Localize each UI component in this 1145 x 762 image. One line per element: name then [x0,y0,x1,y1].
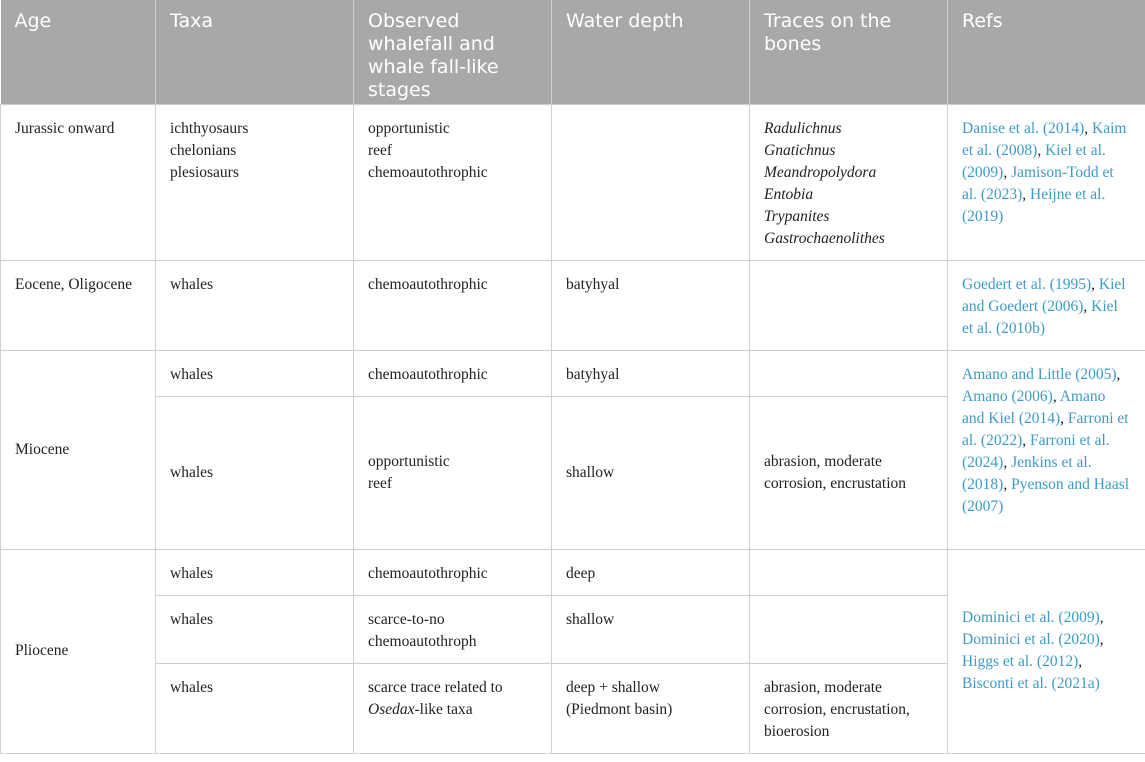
traces-cell: Radulichnus Gnatichnus Meandropolydora Entobia Trypanites Gastrochaenolithes [750,104,948,260]
ref-link[interactable]: Higgs et al. (2012) [962,653,1079,670]
refs-cell: Dominici et al. (2009), Dominici et al. (2020), Higgs et al. (2012), Bisconti et al. (2021a) [948,549,1145,753]
age-cell: Eocene, Oligocene [1,260,156,350]
depth-cell: shallow [552,396,750,549]
age-cell: Miocene [1,350,156,549]
header-taxa: Taxa [156,0,354,104]
ref-link[interactable]: Heijne et al. (2019) [962,185,1106,225]
taxa-cell: whales [156,549,354,595]
ref-link[interactable]: Goedert et al. (1995) [962,275,1092,293]
osedax-italic: Osedax [368,700,415,718]
stages-cell: scarce trace related to Osedax-like taxa [354,663,552,753]
ref-link[interactable]: Jamison-Todd et al. (2023) [962,163,1114,203]
header-refs: Refs [948,0,1145,104]
header-age: Age [1,0,156,104]
stages-cell: opportunistic reef chemoautothrophic [354,104,552,260]
depth-cell [552,104,750,260]
ref-link[interactable]: Farroni et al. (2024) [962,431,1110,471]
traces-cell [750,595,948,663]
table-row [1,104,1145,260]
table-row [1,260,1145,350]
header-stages: Observed whalefall and whale fall-like stages [354,0,552,104]
table-row [1,350,1145,396]
traces-cell [750,350,948,396]
ref-link[interactable]: Jenkins et al. (2018) [962,453,1092,493]
stages-cell: chemoautothrophic [354,350,552,396]
depth-cell: batyhyal [552,260,750,350]
stages-cell: chemoautothrophic [354,549,552,595]
refs-cell: Danise et al. (2014), Kaim et al. (2008), Kiel et al. (2009), Jamison-Todd et al. (2023), Heijne et al. (2019) [948,104,1145,260]
ref-link[interactable]: Danise et al. (2014) [962,119,1085,137]
depth-cell: batyhyal [552,350,750,396]
ref-link[interactable]: Dominici et al. (2020) [962,631,1100,648]
depth-cell: deep + shallow (Piedmont basin) [552,663,750,753]
header-water-depth: Water depth [552,0,750,104]
table-row [1,549,1145,595]
traces-cell [750,549,948,595]
taxa-cell: whales [156,260,354,350]
ref-link[interactable]: Pyenson and Haasl (2007) [962,475,1130,515]
ref-link[interactable]: Kiel et al. (2010b) [962,297,1118,337]
stages-cell: scarce-to-no chemoautothroph [354,595,552,663]
ref-link[interactable]: Amano and Little (2005) [962,365,1117,383]
refs-cell: Amano and Little (2005), Amano (2006), Amano and Kiel (2014), Farroni et al. (2022), Farroni et al. (2024), Jenkins et al. (2018), Pyenson and Haasl (2007) [948,350,1145,549]
age-cell: Jurassic onward [1,104,156,260]
taxa-cell: whales [156,595,354,663]
depth-cell: shallow [552,595,750,663]
ref-link[interactable]: Dominici et al. (2009) [962,609,1100,626]
taxa-cell: ichthyosaurs chelonians plesiosaurs [156,104,354,260]
header-traces: Traces on the bones [750,0,948,104]
stages-cell: opportunistic reef [354,396,552,549]
ref-link[interactable]: Bisconti et al. (2021a) [962,675,1100,692]
depth-cell: deep [552,549,750,595]
header-row [1,0,1145,104]
age-cell: Pliocene [1,549,156,753]
ref-link[interactable]: Kiel and Goedert (2006) [962,275,1126,315]
taxa-cell: whales [156,396,354,549]
ref-link[interactable]: Kiel et al. (2009) [962,141,1106,181]
ref-link[interactable]: Amano (2006) [962,387,1053,405]
traces-cell: abrasion, moderate corrosion, encrustation [750,396,948,549]
traces-cell: abrasion, moderate corrosion, encrustation, bioerosion [750,663,948,753]
stages-cell: chemoautothrophic [354,260,552,350]
taxa-cell: whales [156,350,354,396]
ref-link[interactable]: Kaim et al. (2008) [962,119,1127,159]
refs-cell: Goedert et al. (1995), Kiel and Goedert (2006), Kiel et al. (2010b) [948,260,1145,350]
traces-cell [750,260,948,350]
ref-link[interactable]: Amano and Kiel (2014) [962,387,1106,427]
ref-link[interactable]: Farroni et al. (2022) [962,409,1129,449]
taxa-cell: whales [156,663,354,753]
